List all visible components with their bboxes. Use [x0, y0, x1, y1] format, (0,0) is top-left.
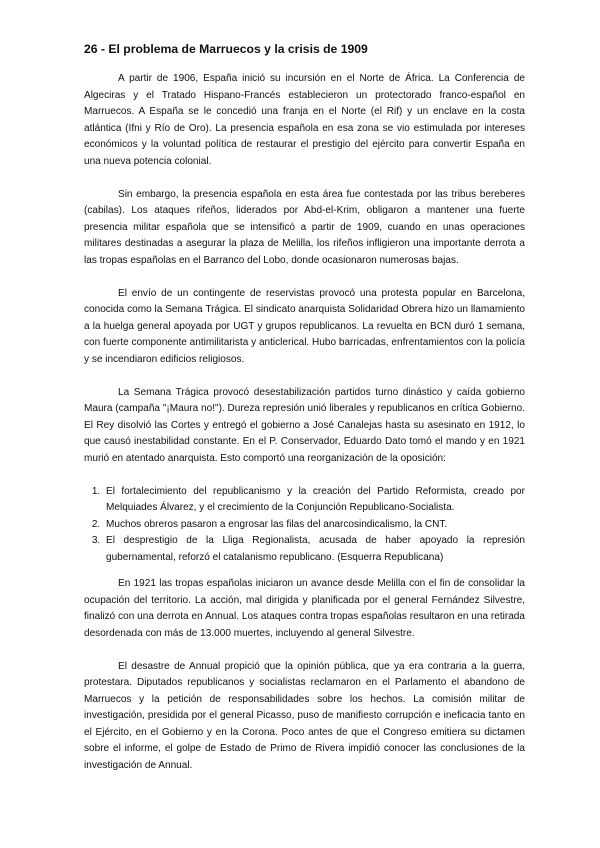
list-item: 2. Muchos obreros pasaron a engrosar las filas del anarcosindicalismo, la CNT.: [103, 517, 525, 534]
paragraph-rif-conflict: Sin embargo, la presencia española en esta área fue contestada por las tribus bereberes (cabilas). Los ataques rifeños, liderados por Abd-el-Krim, obligaron a mantener una fuerte presencia militar española que se intensificó a partir de 1909, cuando en unas operaciones militares destinadas a asegurar la plaza de Melilla, los rifeños infligieron una importante derrota a las tropas españolas en el Barranco del Lobo, donde ocasionaron numerosas bajas.: [84, 188, 525, 266]
page-title: 26 - El problema de Marruecos y la crisis de 1909: [84, 42, 368, 56]
list-item: 3. El desprestigio de la Lliga Regionalista, acusada de haber apoyado la represión gubernamental, reforzó el catalanismo republicano. (Esquerra Republicana): [103, 533, 525, 566]
paragraph-consequences: La Semana Trágica provocó desestabilización partidos turno dinástico y caída gobierno Maura (campaña "¡Maura no!"). Dureza represión unió liberales y republicanos en crítica Gobierno. El Rey disolvió las Cortes y entregó el gobierno a José Canalejas hasta su asesinato en 1912, lo que causó inestabilidad constante. En el P. Conservador, Eduardo Dato tomó el mando y en 1921 murió en atentado anarquista. Esto comportó una reorganización de la oposición:: [84, 386, 525, 464]
list-item: 1. El fortalecimiento del republicanismo y la creación del Partido Reformista, creado por Melquiades Álvarez, y el crecimiento de la Conjunción Republicano-Socialista.: [103, 484, 525, 517]
consequences-list: [84, 484, 525, 567]
paragraph-intro: A partir de 1906, España inició su incursión en el Norte de África. La Conferencia de Algeciras y el Tratado Hispano-Francés establecieron un protectorado franco-español en Marruecos. A España se le concedió una franja en el Norte (el Rif) y un enclave en la costa atlántica (Ifni y Río de Oro). La presencia española en esa zona se vio estimulada por intereses económicos y la voluntad política de restaurar el prestigio del ejército para convertir España en una nueva potencia colonial.: [84, 73, 525, 167]
paragraph-annual-aftermath: El desastre de Annual propició que la opinión pública, que ya era contraria a la guerra, protestara. Diputados republicanos y socialistas reclamaron en el Parlamento el abandono de Marruecos y la petición de responsabilidades sobre los hechos. La comisión militar de investigación, presidida por el general Picasso, puso de manifiesto corrupción e ineficacia tanto en el Ejército, en el Gobierno y en la Corona. Poco antes de que el Congreso emitiera su dictamen sobre el informe, el golpe de Estado de Primo de Rivera impidió conocer las conclusiones de la investigación de Annual.: [84, 660, 525, 771]
document-body: [84, 41, 525, 791]
paragraph-semana-tragica: El envío de un contingente de reservistas provocó una protesta popular en Barcelona, conocida como la Semana Trágica. El sindicato anarquista Solidaridad Obrera hizo un llamamiento a la huelga general apoyada por UGT y grupos republicanos. La revuelta en BCN duró 1 semana, con fuerte componente antimilitarista y anticlerical. Hubo barricadas, enfrentamientos con la policía y se incendiaron edificios religiosos.: [84, 287, 525, 365]
paragraph-annual: En 1921 las tropas españolas iniciaron un avance desde Melilla con el fin de consolidar la ocupación del territorio. La acción, mal dirigida y planificada por el general Fernández Silvestre, finalizó con una derrota en Annual. Los ataques contra tropas españolas resultaron en una retirada desordenada con más de 13.000 muertes, incluyendo al general Silvestre.: [84, 578, 525, 639]
